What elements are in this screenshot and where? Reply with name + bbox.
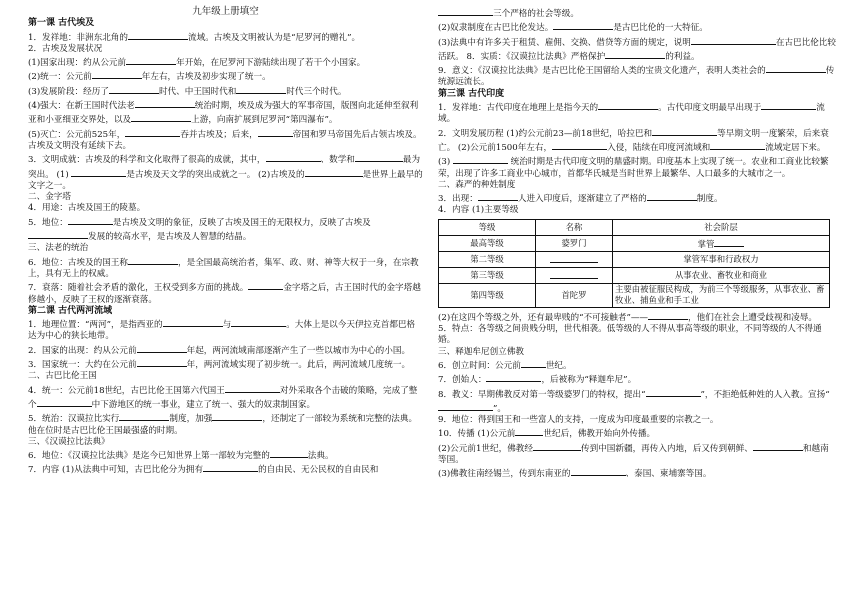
fill-in-blank[interactable] — [550, 269, 598, 279]
fill-in-blank[interactable] — [753, 441, 803, 451]
left-column — [28, 6, 423, 477]
table-header: 社会阶层 — [613, 219, 830, 235]
table-cell — [536, 267, 613, 283]
lesson-heading: 第一课 古代埃及 — [28, 18, 95, 29]
worksheet-line: 1．发祥地：古代印度在地理上是指今天的 。古代印度文明最早出现于 流域。 — [438, 100, 836, 126]
worksheet-line: (3)发展阶段：经历了 时代、中王国时代和 时代三个时代。 — [28, 84, 423, 98]
table-cell: 主要由被征服民构成，为前三个等级服务，从事农业、畜牧业、捕鱼业和手工业 — [613, 283, 830, 307]
fill-in-blank[interactable] — [646, 387, 701, 397]
fill-in-blank[interactable] — [131, 112, 191, 122]
fill-in-blank[interactable] — [225, 383, 280, 393]
fill-in-blank[interactable] — [92, 69, 142, 79]
fill-in-blank[interactable] — [28, 229, 88, 239]
table-cell: 第四等级 — [439, 283, 536, 307]
fill-in-blank[interactable] — [478, 191, 518, 201]
worksheet-line: 1．发祥地：非洲东北角的 流域。古埃及文明被认为是“尼罗河的赠礼”。 — [28, 30, 423, 44]
fill-in-blank[interactable] — [533, 441, 581, 451]
fill-in-blank[interactable] — [71, 167, 126, 177]
table-cell: 第三等级 — [439, 267, 536, 283]
table-cell: 婆罗门 — [536, 235, 613, 251]
table-row — [439, 235, 830, 251]
worksheet-line: 4．统一：公元前18世纪，古巴比伦王国第六代国王 对外采取各个击破的策略，完成了整个 中下游地区的统一事业，建立了统一、强大的奴隶制国家。 — [28, 383, 423, 412]
lesson-heading: 第三课 古代印度 — [438, 88, 505, 99]
worksheet-line: 4．内容 (1)主要等级 — [438, 205, 519, 216]
lesson-heading: 第二课 古代两河流域 — [28, 305, 113, 316]
worksheet-line: 3．文明成就：古埃及的科学和文化取得了很高的成就，其中， 、数学和 最为突出。 (1) 是古埃及天文学的突出成就之一。 (2)古埃及的 是世界上最早的文字之一。 — [28, 152, 423, 192]
worksheet-line: 8．教义：早期佛教反对第一等级婆罗门的特权，提出“ ”，不拒绝低种姓的人入教。宣扬“”。 — [438, 387, 836, 416]
fill-in-blank[interactable] — [203, 462, 258, 472]
table-cell — [536, 251, 613, 267]
worksheet-line: 1．地理位置：“两河”，是指西亚的 与 。大体上是以今天伊拉克首都巴格达为中心的狭长地带。 — [28, 317, 423, 343]
fill-in-blank[interactable] — [605, 49, 665, 59]
fill-in-blank[interactable] — [652, 126, 717, 136]
worksheet-line: 三个严格的社会等级。 — [438, 6, 836, 20]
fill-in-blank[interactable] — [68, 215, 113, 225]
fill-in-blank[interactable] — [355, 152, 403, 162]
table-cell: 掌管 — [613, 235, 830, 251]
fill-in-blank[interactable] — [552, 140, 607, 150]
fill-in-blank[interactable] — [305, 167, 363, 177]
worksheet-line: 三、《汉谟拉比法典》 — [28, 436, 110, 447]
fill-in-blank[interactable] — [647, 191, 697, 201]
worksheet-line: 3．出现： 人进入印度后，逐渐建立了严格的 制度。 — [438, 191, 836, 205]
worksheet-line: 5．地位： 是古埃及文明的象征，反映了古埃及国王的无限权力，反映了古埃及发展的较高水平，是古埃及人智慧的结晶。 — [28, 215, 423, 244]
worksheet-line: 6．地位：古埃及的国王称 ，是全国最高统治者，集军、政、财、神等大权于一身，在宗教上，具有无上的权威。 — [28, 255, 423, 281]
fill-in-blank[interactable] — [553, 20, 613, 30]
worksheet-line: 10．传播 (1)公元前 世纪后，佛教开始向外传播。 — [438, 426, 836, 440]
fill-in-blank[interactable] — [550, 253, 598, 263]
worksheet-line: 二、金字塔 — [28, 192, 71, 203]
table-cell: 从事农业、畜牧业和商业 — [613, 267, 830, 283]
table-header: 名称 — [536, 219, 613, 235]
table-row — [439, 251, 830, 267]
fill-in-blank[interactable] — [212, 411, 262, 421]
fill-in-blank[interactable] — [258, 127, 293, 137]
fill-in-blank[interactable] — [515, 426, 543, 436]
worksheet-title: 九年级上册填空 — [192, 6, 259, 17]
right-column — [438, 6, 836, 481]
table-cell: 最高等级 — [439, 235, 536, 251]
fill-in-blank[interactable] — [266, 152, 321, 162]
worksheet-line: (3)法典中有许多关于租赁、雇佣、交换、借贷等方面的规定，说明 在古巴比伦比较活跃。 8．实质：《汉谟拉比法典》严格保护 的利益。 — [438, 35, 836, 64]
fill-in-blank[interactable] — [231, 317, 286, 327]
fill-in-blank[interactable] — [163, 317, 223, 327]
worksheet-line: (3)佛教往南经锡兰，传到东南亚的 、泰国、柬埔寨等国。 — [438, 466, 836, 480]
fill-in-blank[interactable] — [453, 154, 508, 164]
worksheet-line: 5．特点：各等级之间贵贱分明，世代相袭。低等级的人不得从事高等级的职业，不同等级的人不得通婚。 — [438, 324, 822, 346]
worksheet-line: 9．意义：《汉谟拉比法典》是古巴比伦王国留给人类的宝贵文化遗产，表明人类社会的 传统源远流长。 — [438, 63, 836, 89]
fill-in-blank[interactable] — [438, 6, 493, 16]
worksheet-line: 7．内容 (1)从法典中可知，古巴比伦分为拥有 的自由民、无公民权的自由民和 — [28, 462, 423, 476]
table-cell: 掌管军事和行政权力 — [613, 251, 830, 267]
worksheet-line: (2)统一：公元前 年左右，古埃及初步实现了统一。 — [28, 69, 423, 83]
worksheet-line: (2)奴隶制度在古巴比伦发达。 是古巴比伦的一大特征。 — [438, 20, 836, 34]
table-cell: 首陀罗 — [536, 283, 613, 307]
fill-in-blank[interactable] — [270, 448, 308, 458]
fill-in-blank[interactable] — [125, 127, 180, 137]
fill-in-blank[interactable] — [119, 411, 169, 421]
worksheet-line: 6．地位：《汉谟拉比法典》是迄今已知世界上第一部较为完整的 法典。 — [28, 448, 423, 462]
table-row — [439, 267, 830, 283]
fill-in-blank[interactable] — [648, 310, 688, 320]
worksheet-line: 9．地位：得到国王和一些富人的支持，一度成为印度最重要的宗教之一。 — [438, 415, 719, 426]
fill-in-blank[interactable] — [710, 140, 765, 150]
fill-in-blank[interactable] — [128, 255, 178, 265]
worksheet-line: 2．国家的出现：约从公元前 年起，两河流域南部逐渐产生了一些以城市为中心的小国。 — [28, 343, 423, 357]
fill-in-blank[interactable] — [521, 358, 546, 368]
worksheet-line: 7．创始人： ，后被称为“释迦牟尼”。 — [438, 372, 836, 386]
worksheet-line: (2)公元前1世纪，佛教经 传到中国新疆，再传入内地，后又传到朝鲜、 和越南等国。 — [438, 441, 836, 467]
worksheet-line: (2)在这四个等级之外，还有最卑贱的“不可接触者”—— ，他们在社会上遭受歧视和凌辱。 — [438, 310, 836, 324]
worksheet-line: (4)强大：在新王国时代法老 统治时期，埃及成为强大的军事帝国，版图向北延伸至叙利亚和小亚细亚交界处，以及 上游，向南扩展到尼罗河“第四瀑布”。 — [28, 98, 423, 127]
fill-in-blank[interactable] — [571, 466, 626, 476]
worksheet-line: 2．文明发展历程 (1)约公元前23—前18世纪，哈拉巴和 等早期文明一度繁荣，后来衰亡。 (2)公元前1500年左右， 入侵，陆续在印度河流域和 流域定居下来。 (3) 统治时期是古代印度文明的鼎盛时期。印度基本上实现了统一。农业和工商业比较繁荣，出现了许多工商业中心城市，首都华氏城是当时世界上最繁华、人口最多的大城市之一。 — [438, 126, 836, 180]
fill-in-blank[interactable] — [486, 372, 541, 382]
fill-in-blank[interactable] — [236, 84, 286, 94]
fill-in-blank[interactable] — [714, 237, 744, 247]
fill-in-blank[interactable] — [691, 35, 776, 45]
worksheet-line: 6．创立时间：公元前 世纪。 — [438, 358, 836, 372]
fill-in-blank[interactable] — [126, 55, 176, 65]
fill-in-blank[interactable] — [137, 357, 187, 367]
fill-in-blank[interactable] — [135, 98, 195, 108]
fill-in-blank[interactable] — [766, 63, 826, 73]
worksheet-line: 2．古埃及发展状况 — [28, 43, 103, 54]
caste-table — [438, 219, 830, 308]
fill-in-blank[interactable] — [761, 100, 816, 110]
fill-in-blank[interactable] — [137, 343, 187, 353]
fill-in-blank[interactable] — [438, 401, 493, 411]
fill-in-blank[interactable] — [598, 100, 658, 110]
fill-in-blank[interactable] — [128, 30, 188, 40]
fill-in-blank[interactable] — [248, 280, 283, 290]
worksheet-line: 3．国家统一：大约在公元前 年，两河流域实现了初步统一。此后，两河流域几度统一。 — [28, 357, 423, 371]
table-row — [439, 283, 830, 307]
worksheet-line: 4．用途：古埃及国王的陵墓。 — [28, 203, 146, 214]
table-cell: 第二等级 — [439, 251, 536, 267]
worksheet-line: 5．统治：汉谟拉比实行 制度，加强 ，还制定了一部较为系统和完整的法典。他在位时是古巴比伦王国最强盛的时期。 — [28, 411, 423, 437]
worksheet-line: (5)灭亡：公元前525年， 吞并古埃及；后来， 帝国和罗马帝国先后占领古埃及。古埃及文明没有延续下去。 — [28, 127, 423, 153]
worksheet-line: 7．衰落：随着社会矛盾的激化，王权受到多方面的挑战。 金字塔之后，古王国时代的金字塔越修越小，反映了王权的逐渐衰落。 — [28, 280, 423, 306]
worksheet-line: 三、法老的统治 — [28, 243, 89, 254]
fill-in-blank[interactable] — [109, 84, 159, 94]
worksheet-line: (1)国家出现：约从公元前 年开始，在尼罗河下游陆续出现了若干个小国家。 — [28, 55, 423, 69]
worksheet-line: 二、古巴比伦王国 — [28, 371, 97, 382]
fill-in-blank[interactable] — [37, 397, 92, 407]
table-header: 等级 — [439, 219, 536, 235]
worksheet-line: 二、森严的种姓制度 — [438, 179, 516, 190]
worksheet-line: 三、释迦牟尼创立佛教 — [438, 346, 524, 357]
